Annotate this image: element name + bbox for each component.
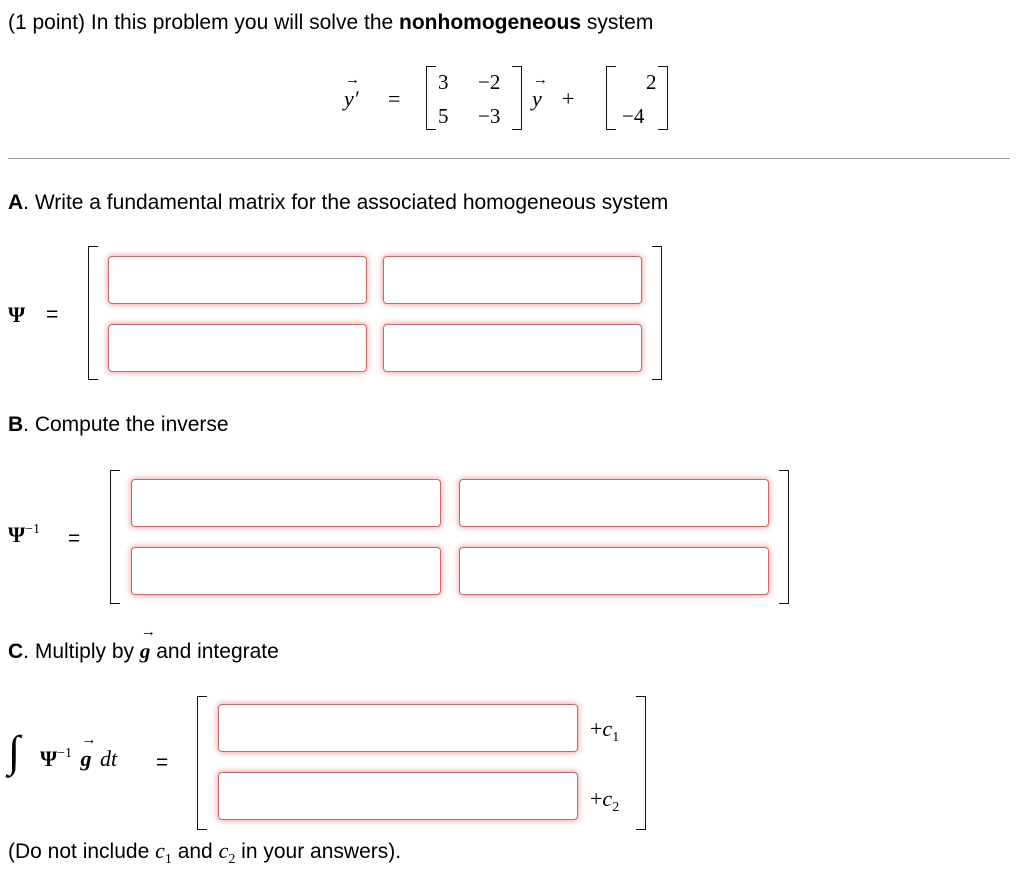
psi-input-r1c2[interactable] [383,256,642,304]
equals-sign: = [388,86,401,111]
system-equation [340,66,680,132]
part-c-equals: = [156,751,169,774]
note-mid: and [171,840,219,863]
psi-symbol: Ψ [8,522,26,547]
psi-inverse-input-r1c2[interactable] [459,479,769,527]
y-symbol: y [344,86,354,111]
plus-sign: + [590,716,603,741]
inverse-superscript: −1 [25,522,41,537]
psi-inverse-symbol [8,522,40,548]
note-before: (Do not include [8,840,156,863]
integral-input-row2[interactable] [218,772,578,820]
intro-text [8,10,653,36]
part-b-heading [8,412,229,438]
inverse-superscript: −1 [57,746,73,761]
part-b-text: . Compute the inverse [23,413,229,436]
part-b-equals: = [68,527,81,550]
matrix-a-cell: 3 [438,70,449,94]
psi-input-r1c1[interactable] [108,256,367,304]
subscript: 1 [612,730,620,745]
part-b-letter: B [8,413,24,436]
psi-right-bracket [652,246,662,380]
psi-inverse-input-r2c2[interactable] [459,547,769,595]
g-vector [139,624,156,663]
integral-sign: ∫ [8,727,21,776]
integral-left-bracket [197,696,207,830]
g-symbol: g [139,639,151,663]
vector-arrow: → [81,732,97,748]
part-a-heading [8,190,668,216]
vector-g-cell: −4 [622,104,645,128]
intro-prefix: (1 point) In this problem you will solve the [8,11,400,34]
matrix-a-cell: −3 [478,104,501,128]
note-c2-subscript: 2 [228,852,236,867]
vector-arrow: → [345,72,360,88]
intro-bold-word: nonhomogeneous [399,11,582,34]
part-c-text-before: . Multiply by [23,640,140,663]
psi-symbol: Ψ [8,302,26,327]
psi-left-bracket [88,246,98,380]
integrand [40,732,118,772]
psi-inverse-right-bracket [779,470,789,604]
psi-inverse-input-r2c1[interactable] [131,547,441,595]
vector-g-cell: 2 [646,70,657,94]
constant-c1 [590,716,619,746]
plus-sign: + [562,86,575,111]
note-c1: c [155,838,165,863]
y-symbol: y [532,86,542,111]
matrix-a-left-bracket [426,66,436,130]
psi-inverse-left-bracket [110,470,120,604]
psi-input-r2c2[interactable] [383,324,642,372]
part-c-letter: C [8,640,24,663]
g-symbol: g [80,746,92,771]
part-a-equals: = [46,303,59,326]
part-c-text-after: and integrate [150,640,279,663]
matrix-a-cell: −2 [478,70,501,94]
matrix-a-right-bracket [512,66,522,130]
c-symbol: c [602,716,613,741]
integral-input-row1[interactable] [218,704,578,752]
constant-c2 [590,786,619,816]
vector-g-right-bracket [658,66,668,130]
note-c1-subscript: 1 [164,852,172,867]
y-vector [532,72,548,112]
integral-right-bracket [636,696,646,830]
vector-arrow: → [533,72,548,88]
psi-inverse-input-r1c1[interactable] [131,479,441,527]
part-a-letter: A [8,191,24,214]
psi-input-r2c1[interactable] [108,324,367,372]
vector-g-left-bracket [606,66,616,130]
matrix-a-cell: 5 [438,104,449,128]
intro-suffix: system [581,11,654,34]
c-symbol: c [602,786,613,811]
part-a-text: . Write a fundamental matrix for the associated homogeneous system [23,191,669,214]
prime-mark: ′ [353,86,359,111]
note-c2: c [218,838,229,863]
plus-sign: + [590,786,603,811]
note-text [8,838,401,873]
part-c-heading [8,624,279,665]
note-after: in your answers). [235,840,402,863]
psi-symbol: Ψ [40,746,58,771]
subscript: 2 [612,800,620,815]
dt-symbol: dt [99,746,118,771]
y-prime [344,72,360,112]
vector-arrow: → [140,624,156,640]
section-divider [8,158,1010,159]
